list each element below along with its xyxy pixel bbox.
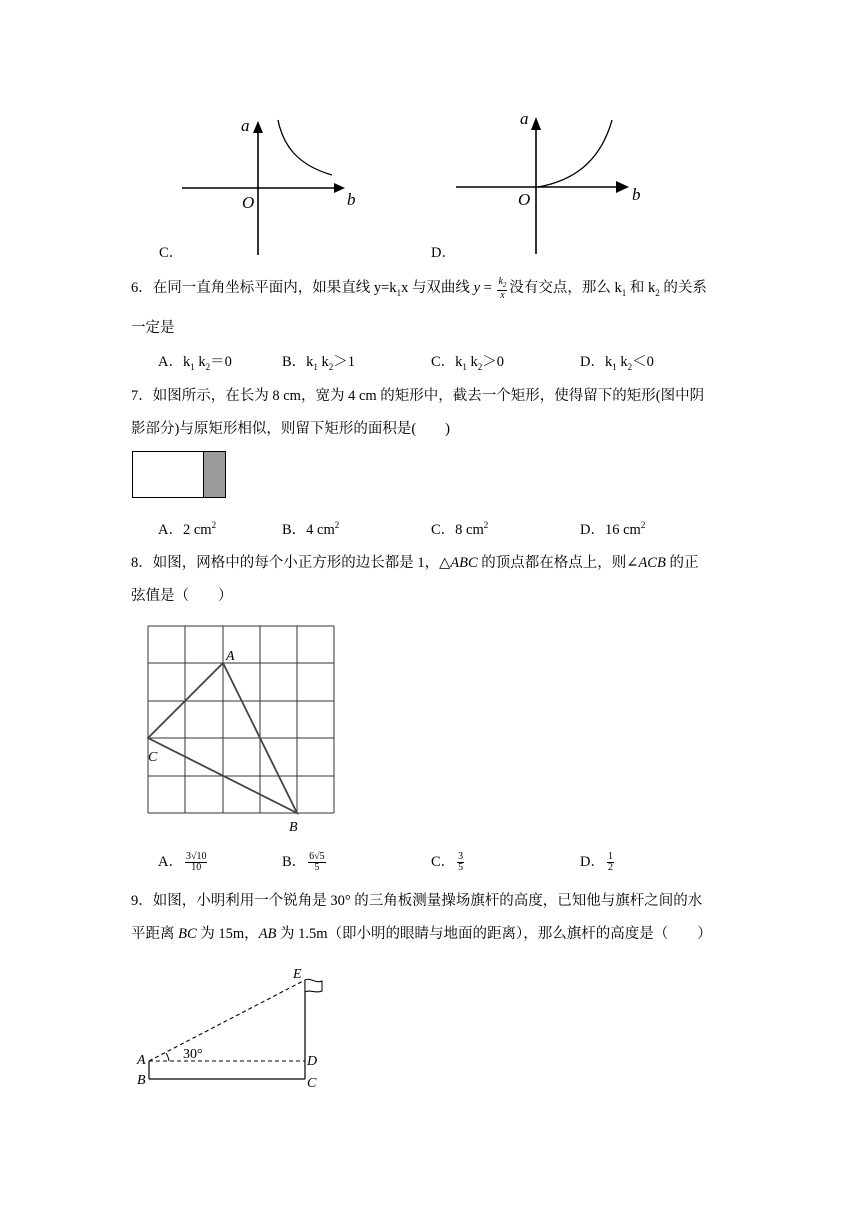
q5-option-c-label: C． xyxy=(159,245,184,261)
point-b-label: B xyxy=(137,1073,146,1088)
origin-label: O xyxy=(242,193,255,212)
vertex-b-label: B xyxy=(289,820,298,835)
q7-option-b: B．4 $cm^2$ xyxy=(282,520,340,538)
b-axis-label: b xyxy=(347,190,356,209)
point-a-label: A xyxy=(137,1053,146,1068)
point-e-label: E xyxy=(293,967,302,982)
q8-stem-line2: 弦值是（ ） xyxy=(131,588,233,604)
q5-graph-d xyxy=(452,108,652,258)
q5-graph-c-svg xyxy=(175,115,365,260)
q6-option-a: A．$k_1$ $k_2=0$ xyxy=(158,354,232,372)
q5-graph-d-svg xyxy=(452,108,652,258)
q6-fraction: $\frac{k_2}{x}$ xyxy=(498,275,507,301)
angle-30-label: 30° xyxy=(183,1047,203,1062)
sight-line-ae xyxy=(149,980,305,1061)
q7-rectangle-figure xyxy=(132,451,226,498)
q7-stem-line1: 7．如图所示，在长为 8 cm，宽为 4 cm 的矩形中，截去一个矩形，使得留下的矩形(图中阴 xyxy=(131,388,705,404)
point-d-label: D xyxy=(307,1054,318,1069)
q6-stem-line2: 一定是 xyxy=(131,320,175,336)
b-axis-label: b xyxy=(632,185,641,204)
flag xyxy=(305,979,322,992)
q7-option-c: C．8 $cm^2$ xyxy=(431,520,489,538)
a-axis-label: a xyxy=(520,109,529,128)
a-axis-label: a xyxy=(241,116,250,135)
q6-option-d: D．$k_1$ $k_2<0$ xyxy=(580,354,654,372)
q7-option-a: A．2 $cm^2$ xyxy=(158,520,217,538)
exponential-curve xyxy=(538,120,612,187)
q8-option-d: D． $\frac{1}{2}$ xyxy=(580,851,613,874)
vertex-c-label: C xyxy=(148,750,158,765)
angle-arc xyxy=(166,1053,169,1061)
a-axis-arrow xyxy=(253,121,263,133)
q6-option-c: C．$k_1$ $k_2>0$ xyxy=(431,354,505,372)
q8-stem-line1: 8．如图，网格中的每个小正方形的边长都是 1，△ABC 的顶点都在格点上，则∠ACB 的正 xyxy=(131,555,699,571)
q9-flagpole-svg xyxy=(130,960,340,1090)
q9-flagpole-figure xyxy=(130,960,340,1090)
q5-graph-c xyxy=(175,115,365,260)
a-axis-arrow xyxy=(531,117,541,130)
q7-stem-line2: 影部分)与原矩形相似，则留下矩形的面积是( ) xyxy=(131,421,450,437)
origin-label: O xyxy=(518,190,531,209)
q5-option-d-label: D． xyxy=(431,245,456,261)
q7-option-d: D．16 $cm^2$ xyxy=(580,520,646,538)
q8-option-b: B． $\frac{6√5}{5}$ xyxy=(282,851,325,874)
q9-stem-line1: 9．如图，小明利用一个锐角是 30° 的三角板测量操场旗杆的高度，已知他与旗杆之间的水 xyxy=(131,893,703,909)
vertex-a-label: A xyxy=(226,649,235,664)
q9-stem-line2: 平距离 BC 为 15m，AB 为 1.5m（即小明的眼睛与地面的距离），那么旗杆的高度是（ ） xyxy=(131,926,712,942)
q7-shaded-rectangle xyxy=(203,452,225,497)
q6-stem-line1: 6．在同一直角坐标平面内，如果直线 $y=k_1x$ 与双曲线 y = $\frac{k_2}{x}$ 没有交点，那么 $k_1$ 和 $k_2$ 的关系 xyxy=(131,275,707,301)
q6-option-b: B．$k_1$ $k_2>1$ xyxy=(282,354,356,372)
q8-grid-svg xyxy=(140,618,350,838)
q8-option-c: C． $\frac{3}{5}$ xyxy=(431,851,464,874)
b-axis-arrow xyxy=(616,181,629,193)
point-c-label: C xyxy=(307,1076,317,1090)
hyperbola-curve xyxy=(278,120,332,175)
b-axis-arrow xyxy=(334,183,345,193)
q8-option-a: A． $\frac{3√10}{10}$ xyxy=(158,851,207,874)
q8-grid-figure xyxy=(140,618,350,838)
